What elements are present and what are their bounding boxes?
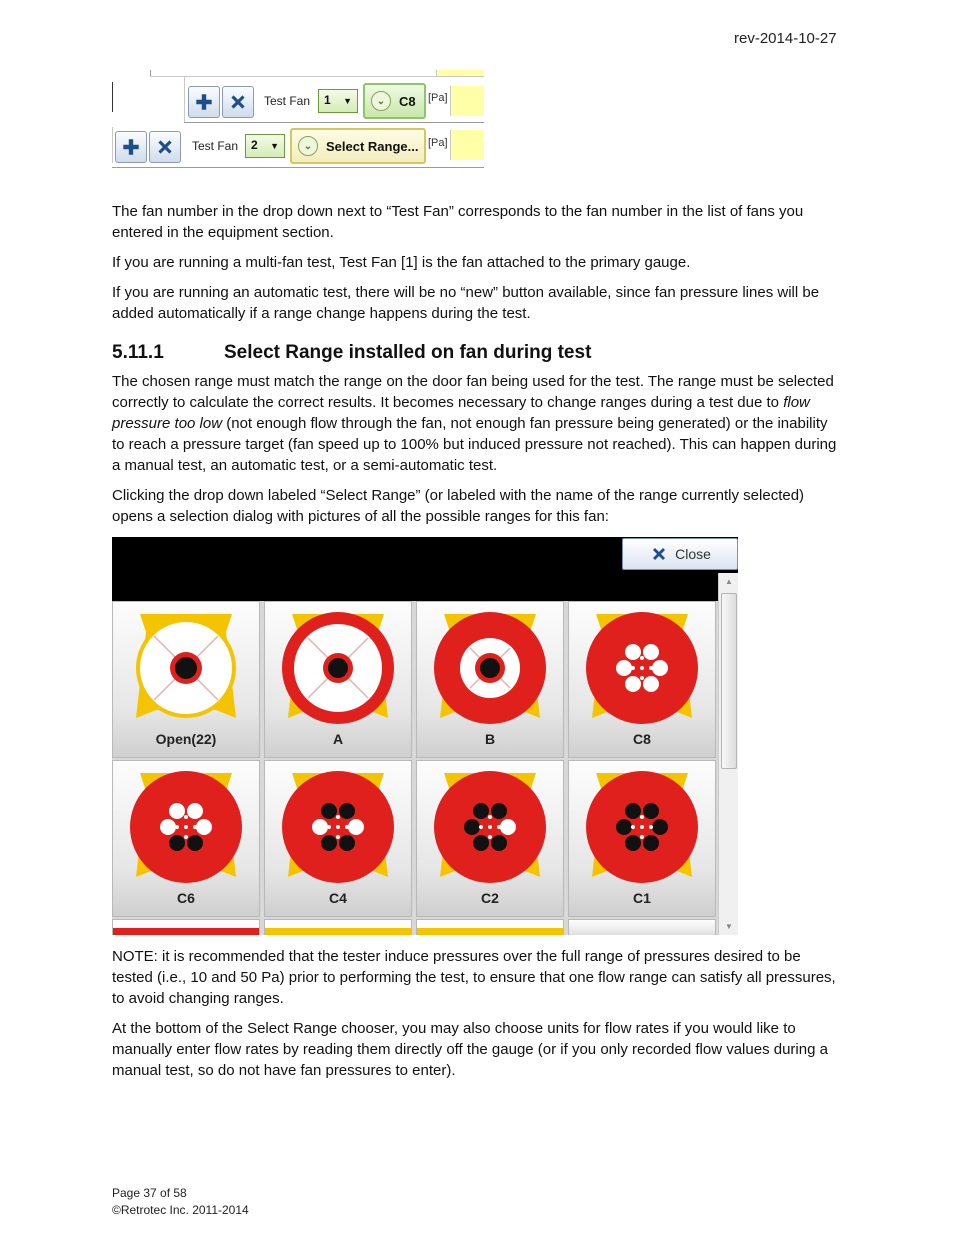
scrollbar[interactable]	[718, 573, 738, 935]
close-button[interactable]	[622, 538, 738, 570]
fan-range-ring-icon	[430, 606, 550, 726]
section-number: 5.11.1	[112, 342, 164, 363]
fan-range-ring-icon	[430, 765, 550, 885]
range-option-tile-partial[interactable]	[568, 919, 716, 935]
fan-range-ring-icon	[126, 765, 246, 885]
plus-icon	[193, 91, 215, 113]
scroll-down-icon[interactable]: ▼	[725, 922, 733, 931]
range-option-tile[interactable]	[264, 601, 412, 758]
add-fan-button[interactable]	[188, 86, 220, 118]
page-number: Page 37 of 58	[112, 1186, 187, 1200]
paragraph: Clicking the drop down labeled “Select Range” (or labeled with the name of the range currently selected) opens a selection dialog with pictures of all the possible ranges for this fan:	[112, 487, 805, 525]
pressure-unit-label: [Pa]	[428, 92, 448, 104]
dropdown-arrow-icon: ▼	[270, 141, 279, 151]
pressure-unit-label: [Pa]	[428, 137, 448, 149]
range-option-tile[interactable]	[112, 601, 260, 758]
fan-range-ring-icon	[582, 765, 702, 885]
fan-range-ring-icon	[278, 606, 398, 726]
range-option-label: C4	[329, 890, 347, 906]
paragraph: The fan number in the drop down next to “Test Fan” corresponds to the fan number in the list of fans you entered in the equipment section.	[112, 203, 804, 241]
range-option-tile-partial[interactable]	[264, 919, 412, 935]
fan-number-value: 2	[251, 138, 258, 152]
paragraph	[112, 371, 842, 476]
section-title: Select Range installed on fan during test	[224, 342, 592, 363]
scroll-up-icon[interactable]: ▲	[725, 577, 733, 586]
range-select-button[interactable]	[363, 83, 426, 119]
add-fan-button[interactable]	[115, 131, 147, 163]
paragraph-text: (not enough flow through the fan, not enough fan pressure being generated) or the inability to reach a pressure target (fan speed up to 100% but induced pressure not reached). This can happen during a manual test, an automatic test, or a semi-automatic test.	[112, 415, 837, 474]
plus-icon	[120, 136, 142, 158]
test-fan-label: Test Fan	[192, 139, 239, 153]
fan-number-value: 1	[324, 93, 331, 107]
range-grid	[112, 601, 718, 935]
fan-range-ring-icon	[582, 606, 702, 726]
fan-range-ring-icon	[278, 765, 398, 885]
range-option-label: B	[484, 731, 496, 747]
close-icon	[227, 91, 249, 113]
range-option-tile[interactable]	[416, 760, 564, 917]
pressure-input[interactable]	[450, 86, 484, 116]
remove-fan-button[interactable]	[222, 86, 254, 118]
chevron-down-icon: ⌄	[371, 91, 391, 111]
range-option-label: A	[332, 731, 344, 747]
range-option-tile[interactable]	[112, 760, 260, 917]
range-option-tile-partial[interactable]	[416, 919, 564, 935]
pressure-input[interactable]	[450, 130, 484, 160]
chevron-down-icon: ⌄	[298, 136, 318, 156]
range-option-tile-partial[interactable]	[112, 919, 260, 935]
range-value: Select Range...	[326, 138, 419, 154]
paragraph: If you are running a multi-fan test, Test Fan [1] is the fan attached to the primary gauge.	[112, 254, 691, 271]
range-option-label: C2	[481, 890, 499, 906]
close-label: Close	[675, 546, 711, 562]
range-option-tile[interactable]	[568, 760, 716, 917]
remove-fan-button[interactable]	[149, 131, 181, 163]
range-select-button[interactable]	[290, 128, 426, 164]
range-option-tile[interactable]	[568, 601, 716, 758]
fan-number-select[interactable]	[245, 134, 285, 158]
fan-range-ring-icon	[126, 606, 246, 726]
emphasis-text: flow pressure too low	[112, 394, 810, 432]
range-option-label: C6	[177, 890, 195, 906]
fan-number-select[interactable]	[318, 89, 358, 113]
section-heading	[112, 342, 591, 364]
range-value: C8	[399, 93, 416, 109]
paragraph: NOTE: it is recommended that the tester induce pressures over the full range of pressures desired to be tested (i.e., 10 and 50 Pa) prior to performing the test, to ensure that one flow range can satisfy all pressures, to avoid changing ranges.	[112, 948, 836, 1007]
copyright: ©Retrotec Inc. 2011-2014	[112, 1203, 249, 1217]
close-icon	[154, 136, 176, 158]
paragraph: At the bottom of the Select Range chooser, you may also choose units for flow rates if you would like to manually enter flow rates by reading them directly off the gauge (or if you only recorded flow values during a manual test, so do not have fan pressures to enter).	[112, 1020, 828, 1079]
range-option-tile[interactable]	[264, 760, 412, 917]
scroll-thumb[interactable]	[721, 593, 737, 769]
range-option-label: Open(22)	[155, 731, 217, 747]
range-option-label: C1	[633, 890, 651, 906]
paragraph: If you are running an automatic test, there will be no “new” button available, since fan pressure lines will be added automatically if a range change happens during the test.	[112, 284, 820, 322]
select-range-dialog-screenshot	[112, 537, 738, 935]
paragraph-text: The chosen range must match the range on the door fan being used for the test. The range must be selected correctly to calculate the correct results. It becomes necessary to change ranges during a test due to	[112, 373, 834, 411]
revision-label: rev-2014-10-27	[734, 30, 837, 47]
fan-pressure-toolbar-screenshot	[112, 70, 484, 168]
close-icon	[649, 544, 669, 564]
range-option-tile[interactable]	[416, 601, 564, 758]
range-option-label: C8	[633, 731, 651, 747]
test-fan-label: Test Fan	[264, 94, 311, 108]
dropdown-arrow-icon: ▼	[343, 96, 352, 106]
